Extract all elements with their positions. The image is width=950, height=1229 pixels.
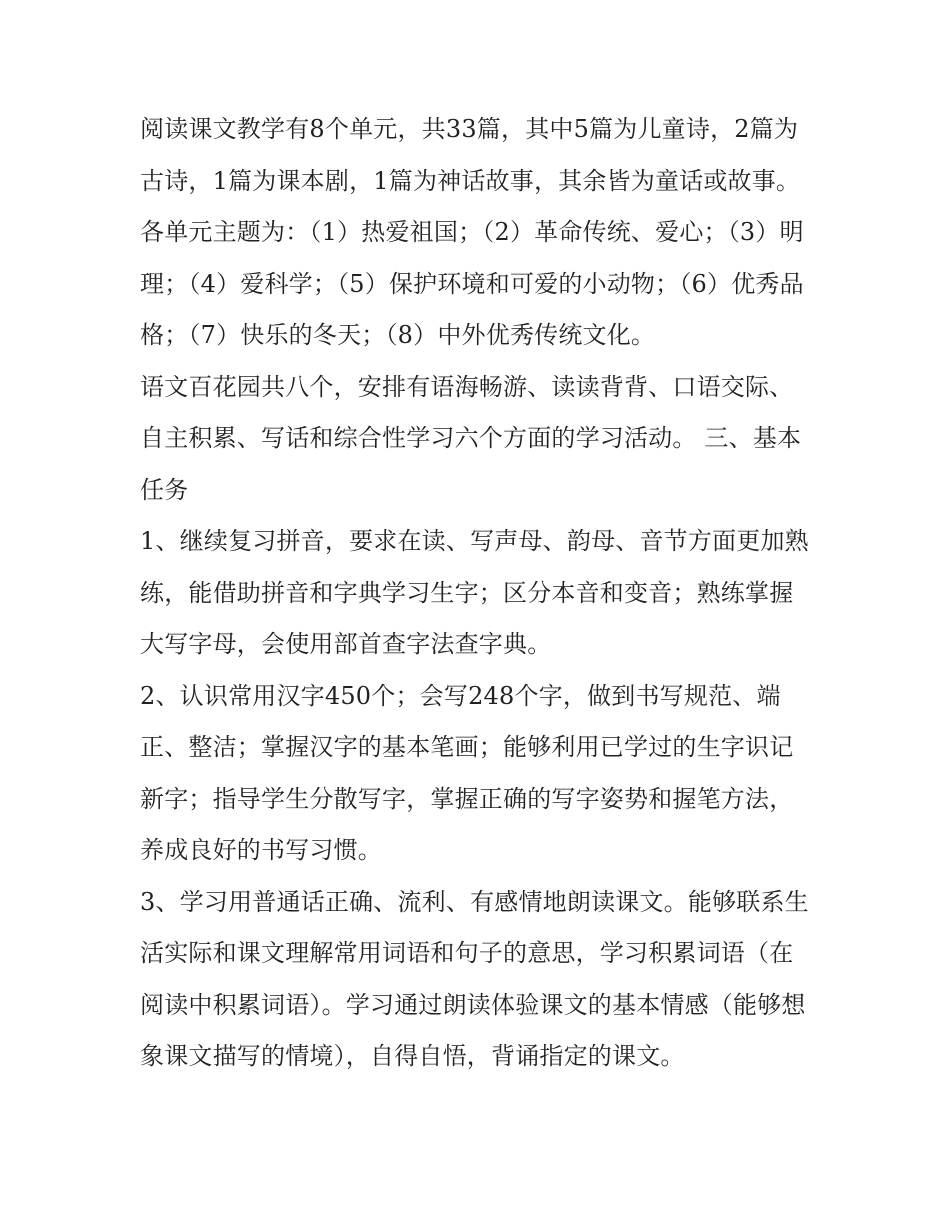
paragraph-task-2-characters: 2、认识常用汉字450个；会写248个字，做到书写规范、端正、整洁；掌握汉字的基本笔画；能够利用已学过的生字识记新字；指导学生分散写字，掌握正确的写字姿势和握笔方法，养成良好的书写习惯。 [140,681,794,864]
paragraph-garden-activities: 语文百花园共八个，安排有语海畅游、读读背背、口语交际、自主积累、写话和综合性学习六个方面的学习活动。 三、基本任务 [140,372,802,504]
paragraph-task-1-pinyin: 1、继续复习拼音，要求在读、写声母、韵母、音节方面更加熟练，能借助拼音和字典学习生字；区分本音和变音；熟练掌握大写字母，会使用部首查字法查字典。 [140,527,809,658]
paragraph-reading-units: 阅读课文教学有8个单元，共33篇，其中5篇为儿童诗，2篇为古诗，1篇为课本剧，1篇为神话故事，其余皆为童话或故事。各单元主题为：（1）热爱祖国；（2）革命传统、爱心；（3）明理；（4）爱科学；（5）保护环境和可爱的小动物；（6）优秀品格；（7）快乐的冬天；（8）中外优秀传统文化。 [140,115,804,349]
document-body [140,104,812,1083]
paragraph-task-3-reading: 3、学习用普通话正确、流利、有感情地朗读课文。能够联系生活实际和课文理解常用词语和句子的意思，学习积累词语（在阅读中积累词语）。学习通过朗读体验课文的基本情感（能够想象课文描写的情境），自得自悟，背诵指定的课文。 [140,887,809,1070]
